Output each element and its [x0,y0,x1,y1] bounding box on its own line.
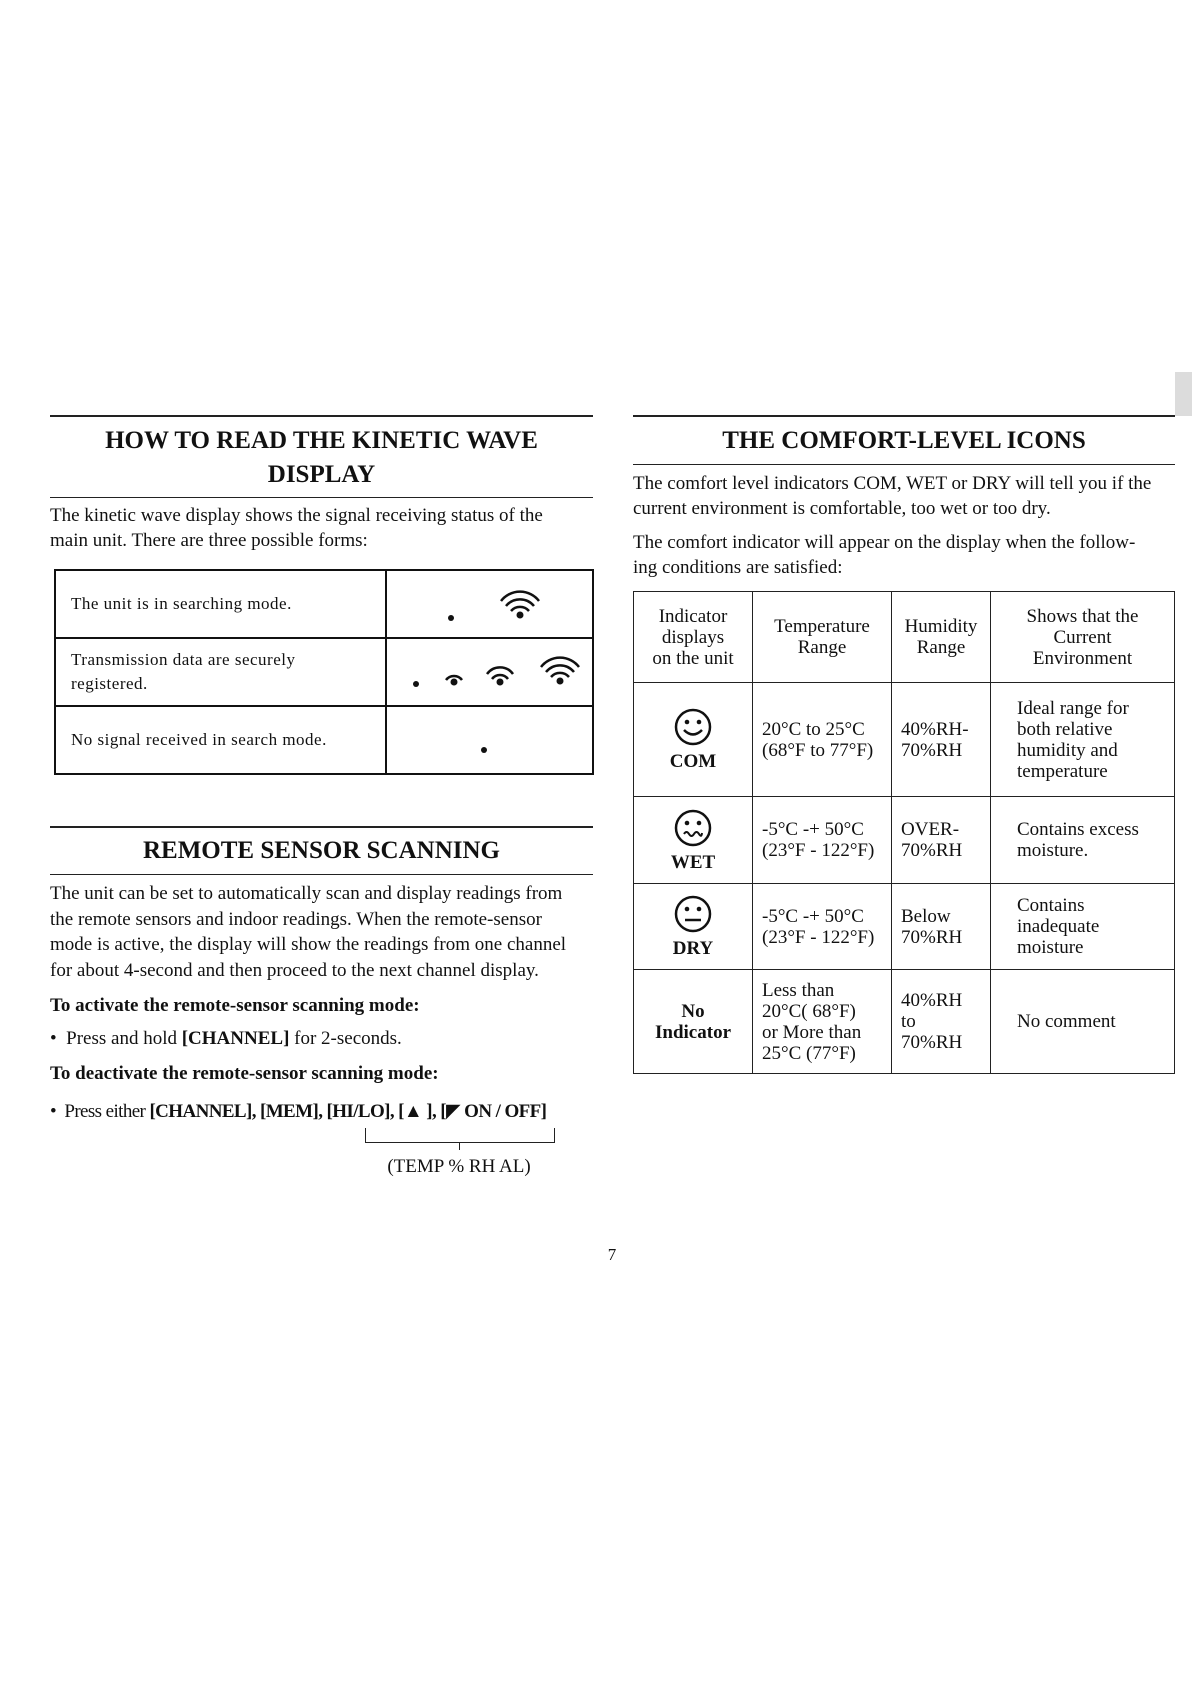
remote-top-rule [50,826,593,828]
remote-title: REMOTE SENSOR SCANNING [142,837,500,864]
kinetic-wave-table [54,569,594,775]
wet-shows: Contains excess moisture. [991,797,1175,884]
remote-bottom-rule [50,874,593,875]
no-indicator-shows: No comment [991,970,1175,1074]
deactivate-heading: To deactivate the remote-sensor scanning mode: [50,1063,439,1084]
wet-indicator: WET [634,797,753,884]
table-row [55,570,593,638]
bracket-label: (TEMP % RH AL) [387,1156,531,1177]
com-humidity: 40%RH- 70%RH [892,683,991,797]
dry-indicator: DRY [634,884,753,970]
comfort-bottom-rule [633,464,1175,465]
searching-mode-text: The unit is in searching mode. [55,570,386,638]
neutral-face-icon [673,894,713,934]
page-edge-tab [1175,372,1192,416]
com-shows: Ideal range for both relative humidity and temperature [991,683,1175,797]
transmission-wave-icon [386,638,593,706]
table-row [55,706,593,774]
comfort-top-rule [633,415,1175,417]
wet-temp: -5°C -+ 50°C (23°F - 122°F) [753,797,892,884]
table-row [634,884,1175,970]
wavy-mouth-face-icon [673,808,713,848]
wet-humidity: OVER- 70%RH [892,797,991,884]
smiley-face-icon [673,707,713,747]
kinetic-title: HOW TO READ THE KINETIC WAVE DISPLAY [105,427,538,488]
up-arrow-icon: ▲ [403,1101,423,1122]
table-row [634,683,1175,797]
bracket-stem [459,1142,460,1150]
header-shows: Shows that the Current Environment [991,592,1175,683]
table-row [634,970,1175,1074]
table-row [634,797,1175,884]
transmission-text: Transmission data are securely registered. [55,638,386,706]
com-indicator: COM [634,683,753,797]
no-signal-dot-icon [386,706,593,774]
activate-bullet: • Press and hold [CHANNEL] for 2-seconds. [50,1028,402,1049]
kinetic-top-rule [50,415,593,417]
alarm-pointer-icon: ◤ [446,1101,461,1122]
com-temp: 20°C to 25°C (68°F to 77°F) [753,683,892,797]
header-indicator: Indicator displays on the unit [634,592,753,683]
searching-wave-icon [386,570,593,638]
table-header-row [634,592,1175,683]
deactivate-bullet: • Press either [CHANNEL], [MEM], [HI/LO], [▲ ], [◤ ON / OFF] [50,1101,547,1122]
kinetic-bottom-rule [50,497,593,498]
dry-humidity: Below 70%RH [892,884,991,970]
alarm-keys-bracket [365,1128,555,1143]
dry-shows: Contains inadequate moisture [991,884,1175,970]
no-indicator-temp: Less than 20°C( 68°F) or More than 25°C (77°F) [753,970,892,1074]
table-row [55,638,593,706]
no-signal-text: No signal received in search mode. [55,706,386,774]
header-temperature: Temperature Range [753,592,892,683]
activate-heading: To activate the remote-sensor scanning mode: [50,995,420,1016]
no-indicator-humidity: 40%RH to 70%RH [892,970,991,1074]
remote-paragraph: The unit can be set to automatically scan and display readings from the remote sensors and indoor readings. When the remote-sensor mode is active, the display will show the readings from one channel for about 4-second and then proceed to the next channel display. [50,883,567,981]
comfort-intro-2: The comfort indicator will appear on the display when the follow- ing conditions are satisfied: [633,532,1136,578]
page-number: 7 [607,1245,617,1264]
bullet-icon: • [50,1101,65,1122]
dry-temp: -5°C -+ 50°C (23°F - 122°F) [753,884,892,970]
bullet-icon: • [50,1028,67,1049]
no-indicator: No Indicator [634,970,753,1074]
header-humidity: Humidity Range [892,592,991,683]
comfort-title: THE COMFORT-LEVEL ICONS [722,427,1086,454]
comfort-intro-1: The comfort level indicators COM, WET or DRY will tell you if the current environment is comfortable, too wet or too dry. [633,473,1152,519]
kinetic-intro: The kinetic wave display shows the signal receiving status of the main unit. There are three possible forms: [50,505,543,551]
comfort-table [633,591,1175,1074]
